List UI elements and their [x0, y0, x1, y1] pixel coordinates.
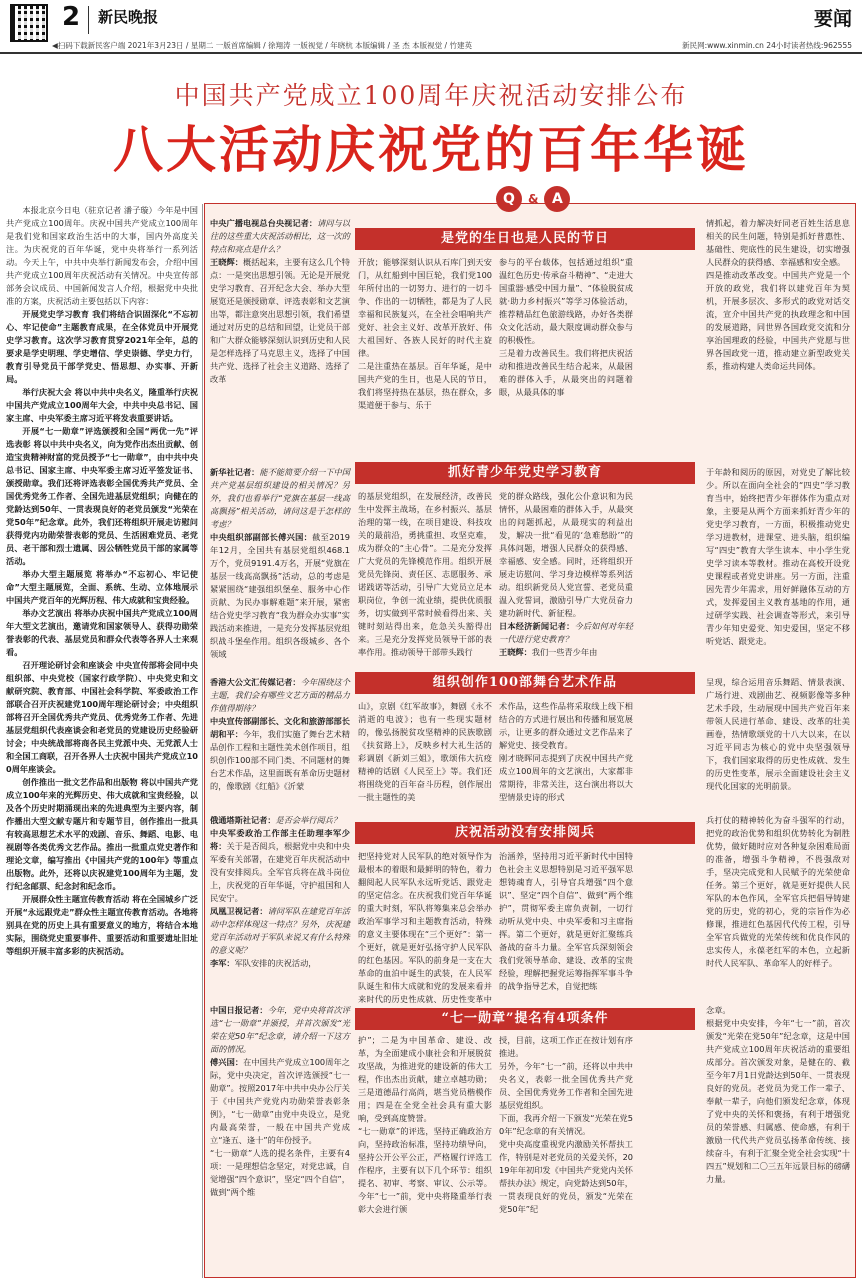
question-text: 请问军队在建党百年活动中怎样体现这一特点？另外，庆祝建党百年活动对于军队来说又有什么特殊的意义呢？ — [210, 906, 350, 955]
masthead-divider — [88, 6, 89, 34]
section-1-col-4: 情抓起，着力解决好同老百姓生活息息相关的民生问题，特别是抓好普惠性、基础性、兜底性的民生建设，切实增强人民群众的获得感、幸福感和安全感。 四是推动改革改变。中国共产党是一个开放的政党，我们将以建党百年为契机，开展多层次、多形式的政党对话交流，宣介中国共产党的执政理念和中国的发展道路，同世界各国政党交流和分享治国理政的经验，中国共产党愿与世界各国政党一道，推动建立新型政党关系，推动构建人类命运共同体。 — [706, 218, 850, 371]
answer-text: 军队安排的庆祝活动， — [234, 958, 317, 968]
section-5-col-2: 护”；二是为中国革命、建设、改革，为全面建成小康社会和开展脱贫攻坚战，为推进党的建设新的伟大工程，作出杰出贡献，建立卓越功勋；三是道德品行高尚，堪当党员楷模作用；四是在全党全社会具有重大影响，受到高度赞誉。 “七一勋章”的评选，坚持正确政治方向，坚持政治标准，坚持功绩导向，坚持公开公平公正，严格履行评选工作程序，主要有以下几个环节：组织提名、初审、考察、审议、公示等。今年“七一”前，党中央将隆重举行表彰大会进行颁 — [358, 1035, 492, 1214]
section-1-col-3: 参与的平台载体，包括通过组织“重温红色历史·传承奋斗精神”、“走进大国重器·感受中国力量”、“体验脱贫成就·助力乡村振兴”等学习体验活动，推荐精品红色旅游线路，办好各类群众文化活动，最大限度调动群众参与的积极性。 三是着力改善民生。我们将把庆祝活动和推进改善民生结合起来，从最困难的群体入手，从最突出的问题着眼，从最具体的事 — [499, 257, 633, 397]
answer-text: 党的群众路线，强化公仆意识和为民情怀，从最困难的群体入手，从最突出的问题抓起，从最现实的利益出发，解决一批“看见的‘急难愁盼’”的具体问题，增强人民群众的获得感、幸福感、安全感。同时，还将组织开展走访慰问、学习身边模样等系列活动。组织新党员人党宣誓、老党员重温入党誓词，激励引导广大党员奋力建功新时代、新征程。 — [499, 491, 633, 618]
item-paragraph: 举行庆祝大会 将以中共中央名义，隆重举行庆祝中国共产党成立100周年大会，中共中央总书记、国家主席、中央军委主席习近平将发表重要讲话。 — [6, 387, 198, 423]
item-paragraph: 开展党史学习教育 我们将结合识固深化“不忘初心、牢记使命”主题教育成果，在全体党员中开展党史学习教育。这次学习教育贯穿2021年全年，总的要求是学史明理、学史增信、学史崇德、学史力行，教育引导党员干部学党史、悟思想、办实事、开新局。 — [6, 309, 198, 384]
section-4-col-4: 兵打仗的精神转化为奋斗强军的行动，把党的政治优势和组织优势转化为制胜优势，做好随时应对各种复杂困难局面的准备，增强斗争精神，不畏强敌对手，坚决完成党和人民赋予的光荣使命任务。第三个更好，就是更好提供人民军队的本色作风，全军官兵把倡导铸建党的历史，党的初心，党的宗旨作为必修课，推进红色基因代代传工程，引导全军官兵做党的光荣传统和优良作风的忠实传人，永葆老红军的本色，立起新时代人民军队、革命军人的好样子。 — [706, 815, 850, 968]
answer-label: 王晓辉： — [210, 257, 243, 267]
item-paragraph: 开展“七一勋章”评选颁授和全国“两优一先”评选表彰 将以中共中央名义，向为党作出杰出贡献、创造宝贵精神财富的党员授予“七一勋章”，由中共中央总书记、国家主席、中央军委主席习近平签发证书、颁授勋章。我们还将评选表彰全国优秀共产党员、全国优秀党务工作者、全国先进基层党组织；向健在的党龄达到50年、一贯表现良好的老党员颁发“光荣在党50年”纪念章。此外，我们还将组织开展走访慰问获得党内功勋荣誉表彰的党员、生活困难党员、老党员、老干部和烈士遗属、因公牺牲党员干部的家属等活动。 — [6, 426, 198, 566]
item-paragraph: 召开理论研讨会和座谈会 中央宣传部将会同中央组织部、中央党校（国家行政学院）、中央党史和文献研究院、教育部、中国社会科学院、军委政治工作部联合召开庆祝建党100周年理论研讨会；中央组织部将召开全国优秀共产党员、优秀党务工作者、先进基层党组织代表座谈会和老党员的党建设历史经验研讨会；中央统战部将商各民主党派中央、无党派人士和全国工商联，召开各界人士庆祝中国共产党成立100周年座谈会。 — [6, 660, 198, 774]
site-info: 新民网:www.xinmin.cn 24小时读者热线:962555 — [682, 41, 852, 50]
question-text: 今年围绕这个主题，我们会有哪些文艺方面的精品力作值得期待？ — [210, 677, 350, 713]
question-text: 今后如何对年轻一代进行党史教育？ — [499, 621, 633, 644]
section-bar-1: 是党的生日也是人民的节日 — [355, 228, 695, 250]
item-paragraph: 举办大型主题展览 将举办“不忘初心、牢记使命”大型主题展览，全面、系统、生动、立体地展示中国共产党百年的光辉历程、伟大成就和宝贵经验。 — [6, 569, 198, 605]
item-paragraph: 开展群众性主题宣传教育活动 将在全国城乡广泛开展“永远跟党走”群众性主题宣传教育活动。各地将别具在党的历史上具有重要意义的地方，将结合本地实际，围绕党史重要事件、重要活动和重要遗址旧址等组织开展丰富多彩的庆祝活动。 — [6, 894, 198, 956]
paper-name: 新民晚报 — [98, 8, 159, 26]
answer-label: 李军： — [210, 958, 235, 968]
qa-q: Q — [496, 186, 522, 212]
dateline: ◀扫码下载新民客户端 2021年3月23日 / 星期二 一版首席编辑 / 徐翔涛 一版视觉 / 年晓杭 本版编辑 / 圣 杰 本版视觉 / 竹建英 — [52, 41, 472, 50]
section-name: 要闻 — [813, 8, 852, 30]
section-2-col-2: 的基层党组织，在发展经济，改善民生中发挥主战场，在乡村振兴、基层治理的第一线，在项目建设、科技攻关的最前沿，勇挑重担、攻坚克难，成为群众的“主心骨”。二是充分发挥广大党员的先锋模范作用。组织开展党员先锋岗、责任区、志愿服务、承诺践诺等活动，引导广大党员立足本职岗位，争创一流业绩，提供优质服务，切实做到平常时候看得出来、关键时刻站得出来，危急关头豁得出来。三是充分发挥党员领导干部的表率作用。推动领导干部带头践行 — [358, 491, 492, 657]
answer-label: 中央军委政治工作部主任助理李军少将： — [210, 828, 350, 851]
masthead — [0, 0, 862, 54]
section-4-col-3: 治涵养，坚持用习近平新时代中国特色社会主义思想特别是习近平强军思想铸魂育人，引导官兵增强“四个意识”、坚定“四个自信”、做到“两个维护”，贯彻军委主席负责制，一切行动听从党中央、中央军委和习主席指挥。第二个更好，就是更好汇聚练兵备战的奋斗力量。全军官兵深刻领会我们党领导革命、建设、改革的宝贵经验，理解把握党运筹指挥军事斗争的战争指导艺术，自觉把练 — [499, 851, 633, 991]
section-3-col-1 — [210, 676, 350, 808]
answer-text: 概括起来，主要有这么几个特点：一是突出思想引领。无论是开展党史学习教育、召开纪念大会、举办大型展览还是颁授勋章、评选表彰和文艺演出等，都注意突出思想引领，我们希望通过对历史的总结和回望，让党员干部和广大群众能够深刻认识到历史和人民是怎样选择了马克思主义，选择了中国共产党、选择了社会主义道路、选择了改革 — [210, 257, 350, 384]
answer-label: 中央宣传部副部长、文化和旅游部部长胡和平： — [210, 716, 350, 739]
lead-paragraph: 本报北京今日电（驻京记者 潘子璇）今年是中国共产党成立100周年。庆祝中国共产党成立100周年是我们党和国家政治生活中的大事，国内外高度关注。为庆祝党的百年华诞，党中央将举行一系列活动。今天上午，中共中央举行新闻发布会，介绍中国共产党成立100周年庆祝活动有关情况。中央宣传部部务会议成员、中国新闻发言人介绍，根据党中央批准的方案，庆祝活动主要包括以下内容： — [6, 205, 198, 306]
section-5-col-1 — [210, 1004, 350, 1276]
question-label: 中国日报记者： — [210, 1005, 268, 1015]
qr-code-icon[interactable] — [10, 4, 48, 42]
qa-badge — [496, 186, 570, 212]
left-column-article — [6, 204, 198, 1278]
question-label: 俄通塔斯社记者： — [210, 815, 276, 825]
question-label: 香港大公文汇传媒记者： — [210, 677, 301, 687]
headline-subtitle: 中国共产党成立100周年庆祝活动安排公布 — [174, 81, 688, 110]
section-2-col-4: 于年龄和阅历的原因，对党史了解比较少。所以在面向全社会的“四史”学习教育当中，始终把青少年群体作为重点对象，主要是从两个方面来抓好青少年的党史学习教育，一方面，积极推动党史学习进教材，进课堂、进头脑，组织编写“四史”教育大学生读本、中小学生党史学习读本等教材。推动在高校开设党史课程或者党史讲座。另一方面，注重因先青少年需求，用好鲜融体互动的方式，发挥爱国主义教育基地的作用，通过研学实践、社会调查等形式，来引导青少年知史爱党、知史爱国，坚定不移听党话、跟党走。 — [706, 467, 850, 646]
section-2-col-1 — [210, 466, 350, 671]
question-text: 是否会举行阅兵？ — [275, 815, 342, 825]
answer-text: 今年，我们实施了舞台艺术精品创作工程和主题性美术创作项目，组织创作100部不同门类、不同题材的舞台艺术作品，这里面既有革命历史题材的，像歌剧《红船》《沂蒙 — [210, 729, 350, 791]
answer-label: 中央组织部副部长傅兴国： — [210, 532, 313, 542]
answer-text: 关于是否阅兵，根据党中央和中央军委有关部署，在建党百年庆祝活动中没有安排阅兵。全军官兵将在战斗岗位上，庆祝党的百年华诞，守护祖国和人民安宁。 — [210, 841, 350, 903]
question-label: 中央广播电视总台央视记者： — [210, 218, 318, 228]
column-divider — [202, 204, 203, 1278]
section-4-col-1 — [210, 814, 350, 1000]
section-4-col-2: 把坚持党对人民军队的绝对领导作为最根本的着眼和最鲜明的特色，着力翻阅起人民军队永远听党话、跟党走的坚定信念。在庆祝我们党百年华诞的重大时刻，军队将筹集来总会举办政治军事学习和主题教育活动，特殊的意义主要体现在“三个更好”：第一个更好，就是更好弘扬守护人民军队的红色基因。军队的前身是一支在大革命的血泊中诞生的武装，在人民军队诞生和伟大成就和党的发展来看并来时代的历史性成就、历史性变革中 — [358, 851, 492, 1004]
question-label: 新华社记者： — [210, 467, 260, 477]
section-3-col-3: 术作品，这些作品将采取线上线下相结合的方式进行展出和传播和展览展示，让更多的群众通过文艺作品来了解党史、接受教育。 刚才晓晖同志提到了庆祝中国共产党成立100周年的文艺演出，大家都非常期待，非常关注，这台演出将以大型情景史诗的形式 — [499, 701, 633, 802]
qa-a: A — [544, 186, 570, 212]
section-5-col-4: 念章。 根据党中央安排，今年“七一”前，首次颁发“光荣在党50年”纪念章，这是中国共产党成立100周年庆祝活动的重要组成部分。首次颁发对象，是健在的、截至今年7月1日党龄达到50年、一贯表现良好的党员。老党员为党工作一辈子、奉献一辈子，向他们颁发纪念章，体现了党中央的关怀和褒扬，有利于增强党员的荣誉感、归属感、使命感，有利于激励一代代共产党员弘扬革命传统、接续奋斗，有利于汇聚全党全社会实现“十四五”规划和二〇三五年远景目标的磅礴力量。 — [706, 1005, 850, 1184]
answer-label: 王晓辉： — [499, 647, 532, 657]
section-5-col-3: 授，目前，这项工作正在按计划有序推进。 另外，今年“七一”前，还将以中共中央名义，表彰一批全国优秀共产党员、全国优秀党务工作者和全国先进基层党组织。 下面，我再介绍一下颁发“光荣在党50年”纪念章的有关情况。 党中央高度重视党内激励关怀帮扶工作，特别是对老党员的关爱关怀，2019年年初印发《中国共产党党内关怀帮扶办法》规定，向党龄达到50年，一贯表现良好的党员，颁发“光荣在党50年”纪 — [499, 1035, 633, 1214]
item-paragraph: 创作推出一批文艺作品和出版物 将以中国共产党成立100年来的光辉历史、伟大成就和宝贵经验，以及各个历史时期涌现出来的先进典型为主要内容，制作播出大型文献专题片和专题节目，创作推出一批具有较高思想艺术水平的戏剧、音乐、舞蹈、电影、电视剧等各类优秀文艺作品。推出一批重点党史著作和理论文章，编写推出《中国共产党的100年》等重点出版物。此外，还将以庆祝建党100周年为主题，发行纪念邮票、纪念封和纪念币。 — [6, 777, 198, 891]
page-number: 2 — [62, 2, 81, 32]
section-3-col-2: 山》，京剧《红军故事》，舞剧《永不消逝的电波》；也有一些现实题材的，像弘扬脱贫攻坚精神的民族歌剧《扶贫路上》，反映乡村大礼生活的彩调剧《新刘三姐》，歌颂伟大抗疫精神的话剧《人民至上》等。我们还将围绕党的百年奋斗历程，创作展出一批主题性的美 — [358, 701, 492, 802]
section-bar-2: 抓好青少年党史学习教育 — [355, 462, 695, 484]
section-1-col-1 — [210, 217, 350, 455]
question-text: 今年，党中央将首次评选“七一勋章”并颁授，并首次颁发“光荣在党50年”纪念章，请介绍一下这方面的情况。 — [210, 1005, 350, 1054]
question-label: 凤凰卫视记者： — [210, 906, 268, 916]
question-text: 请问与以往的这些重大庆祝活动相比，这一次的特点和亮点是什么？ — [210, 218, 350, 254]
answer-label: 傅兴国： — [210, 1057, 244, 1067]
headline-title: 八大活动庆祝党的百年华诞 — [113, 121, 749, 179]
answer-text: 我们一些青少年由 — [531, 647, 598, 657]
question-label: 日本经济新闻记者： — [499, 621, 575, 631]
section-2-col-3 — [499, 490, 633, 670]
answer-text: 截至2019年12月，全国共有基层党组织468.1万个，党员9191.4万名，开展“党旗在基层一线高高飘扬”活动，总的考虑是紧紧围绕“建强组织堡垒、服务中心作贡献、为民办事解难题”来开展，紧密结合党史学习教育“我为群众办实事”实践活动来推进，一是充分发挥基层党组织战斗堡垒作用。组织各级城乡、各个领域 — [210, 532, 350, 659]
section-bar-3: 组织创作100部舞台艺术作品 — [355, 672, 695, 694]
section-1-col-2: 开放；能够深刻认识从石库门到天安门，从红船到中国巨轮，我们党100年所付出的一切努力、进行的一切斗争、作出的一切牺牲，都是为了人民幸福和民族复兴，在全社会唱响共产党好、社会主义好、改革开放好、伟大祖国好、各族人民好的时代主旋律。 二是注重热在基层。百年华诞，是中国共产党的生日，也是人民的节日，我们将坚持热在基层，热在群众，多渠道便于参与、乐于 — [358, 257, 492, 410]
section-bar-5: “七一勋章”提名有4项条件 — [355, 1008, 695, 1030]
section-bar-4: 庆祝活动没有安排阅兵 — [355, 822, 695, 844]
section-3-col-4: 呈现，综合运用音乐舞蹈、情景表演、广场行进、戏剧曲艺、视频影像等多种艺术手段，生动展现中国共产党百年来带领人民进行革命、建设、改革的壮美画卷，热情歌颂党的十八大以来，在以习近平同志为核心的党中央坚强领导下，我们国家取得的历史性成就、发生的历史性变革，展示全面建设社会主义现代化国家的光明前景。 — [706, 677, 850, 791]
item-paragraph: 举办文艺演出 将举办庆祝中国共产党成立100周年大型文艺演出，邀请党和国家领导人、获得功勋荣誉表彰的代表、基层党员和群众代表等各界人士来观看。 — [6, 608, 198, 657]
question-text: 能不能简要介绍一下中国共产党基层组织建设的相关情况？另外，我们也看举行“党旗在基层一线高高飘扬”相关活动，请问这是于怎样的考虑？ — [210, 467, 350, 529]
qa-amp: & — [528, 192, 539, 206]
answer-text: 在中国共产党成立100周年之际，党中央决定，首次评选颁授“七一勋章”。按照2017年中共中央办公厅关于《中国共产党党内功勋荣誉表彰条例》，“七一勋章”由党中央设立，是党内最高荣誉，一般在中国共产党成立“逢五、逢十”的年份授予。 “七一勋章”人选的提名条件，主要有4项：一是理想信念坚定，对党忠诚，自觉增强“四个意识”，坚定“四个自信”，做到“两个维 — [210, 1057, 350, 1197]
